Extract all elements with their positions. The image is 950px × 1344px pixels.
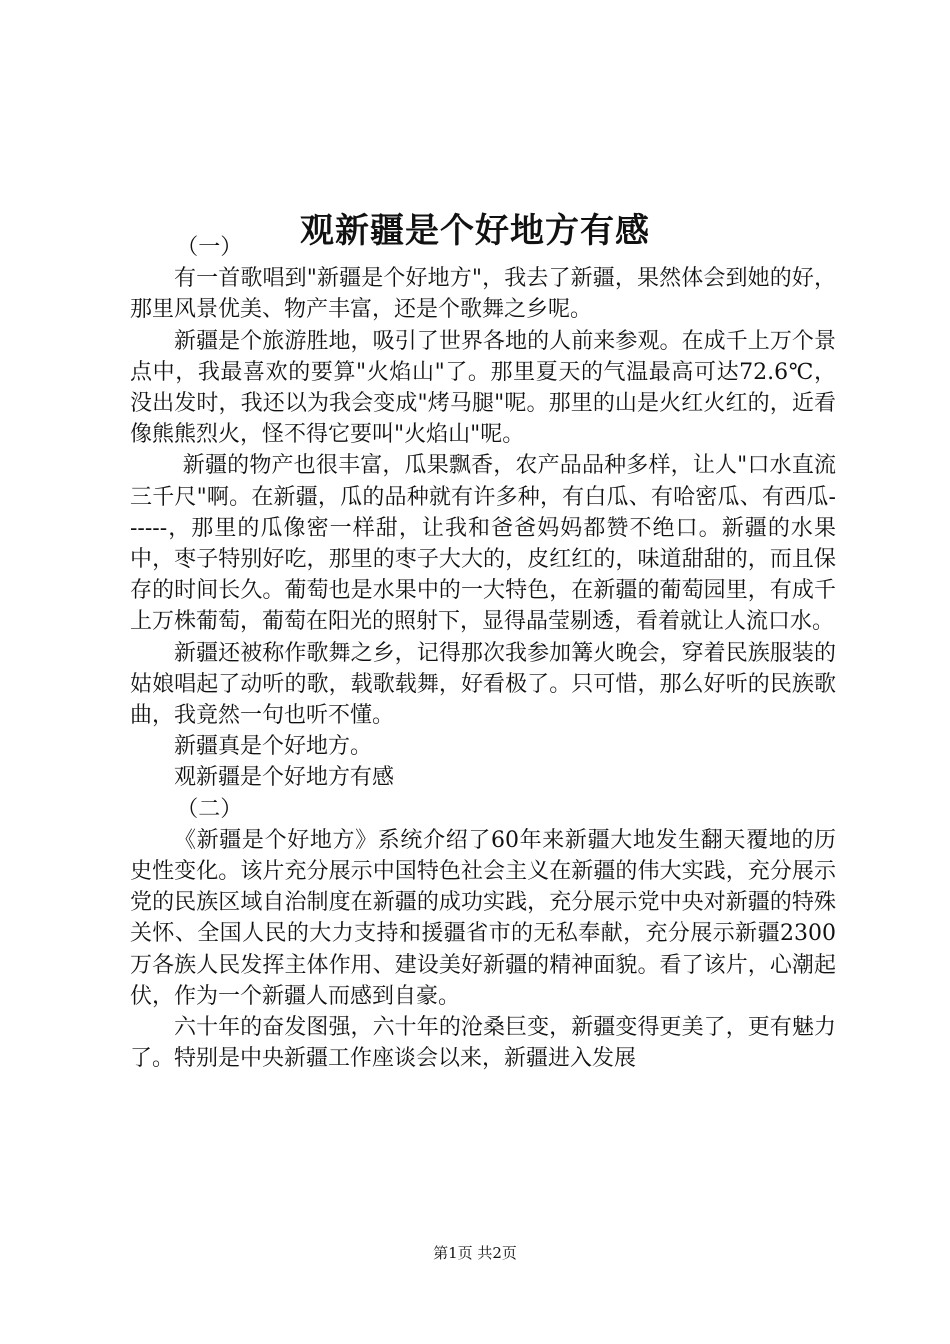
paragraph-repeat-title: 观新疆是个好地方有感 xyxy=(174,765,395,791)
paragraph-song-dance: 新疆还被称作歌舞之乡，记得那次我参加篝火晚会，穿着民族服装的姑娘唱起了动听的歌，载歌载舞，好看极了。只可惜，那么好听的民族歌曲，我竟然一句也听不懂。 xyxy=(130,640,836,729)
document-body xyxy=(130,232,836,1074)
section-heading-two: （二） xyxy=(176,796,243,822)
section-heading-one: （一） xyxy=(176,235,243,260)
paragraph-sixty-years: 六十年的奋发图强，六十年的沧桑巨变，新疆变得更美了，更有魅力了。特别是中央新疆工作座谈会以来，新疆进入发展 xyxy=(130,1015,836,1072)
paragraph-intro: 有一首歌唱到"新疆是个好地方"，我去了新疆，果然体会到她的好，那里风景优美、物产丰富，还是个歌舞之乡呢。 xyxy=(130,266,836,323)
paragraph-documentary: 《新疆是个好地方》系统介绍了60年来新疆大地发生翻天覆地的历史性变化。该片充分展示中国特色社会主义在新疆的伟大实践，充分展示党的民族区域自治制度在新疆的成功实践，充分展示党中央对新疆的特殊关怀、全国人民的大力支持和援疆省市的无私奉献，充分展示新疆2300万各族人民发挥主体作用、建设美好新疆的精神面貌。看了该片，心潮起伏，作为一个新疆人而感到自豪。 xyxy=(130,827,836,1009)
paragraph-conclusion: 新疆真是个好地方。 xyxy=(174,734,373,760)
paragraph-flaming-mountain: 新疆是个旅游胜地，吸引了世界各地的人前来参观。在成千上万个景点中，我最喜欢的要算"火焰山"了。那里夏天的气温最高可达72.6℃，没出发时，我还以为我会变成"烤马腿"呢。那里的山是火红火红的，近看像熊熊烈火，怪不得它要叫"火焰山"呢。 xyxy=(130,328,836,448)
paragraph-produce: 新疆的物产也很丰富，瓜果飘香，农产品品种多样，让人"口水直流三千尺"啊。在新疆，瓜的品种就有许多种，有白瓜、有哈密瓜、有西瓜------，那里的瓜像密一样甜，让我和爸爸妈妈都赞不绝口。新疆的水果中，枣子特别好吃，那里的枣子大大的，皮红红的，味道甜甜的，而且保存的时间长久。葡萄也是水果中的一大特色，在新疆的葡萄园里，有成千上万株葡萄，葡萄在阳光的照射下，显得晶莹剔透，看着就让人流口水。 xyxy=(130,453,836,635)
page-number-footer: 第1页 共2页 xyxy=(433,1244,517,1262)
document-title: 观新疆是个好地方有感 xyxy=(300,210,650,251)
